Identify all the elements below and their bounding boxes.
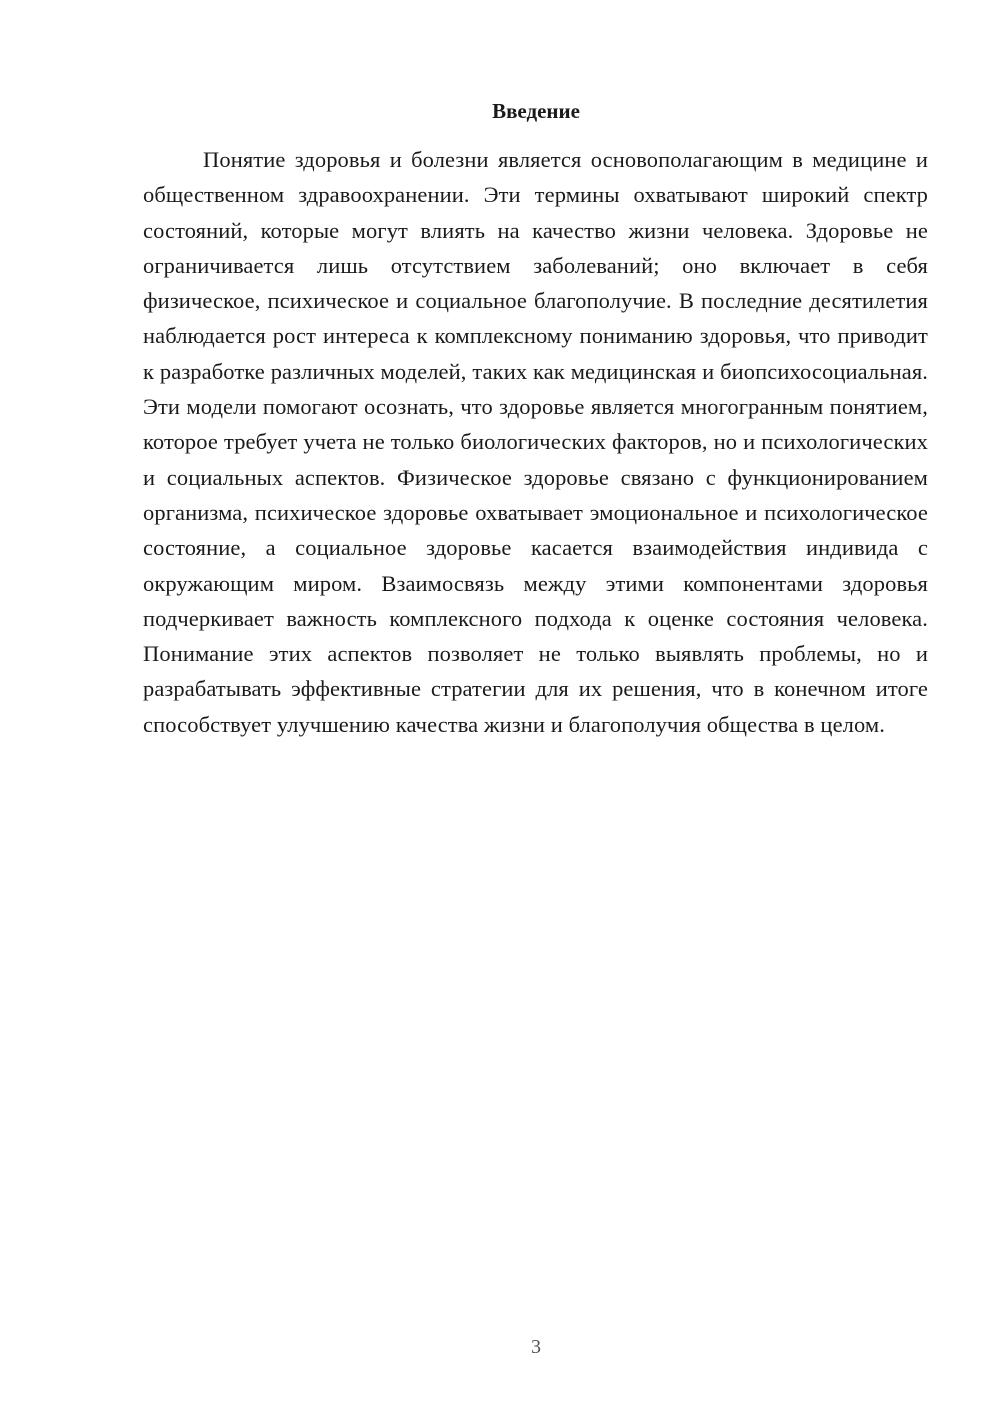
page-number: 3 [531, 1336, 541, 1358]
section-heading: Введение [492, 99, 580, 123]
body-paragraph: Понятие здоровья и болезни является основополагающим в медицине и общественном здравоохранении. Эти термины охватывают широкий спектр состояний, которые могут влиять на качество жизни человека. Здоровье не ограничивается лишь отсутствием заболеваний; оно включает в себя физическое, психическое и социальное благополучие. В последние десятилетия наблюдается рост интереса к комплексному пониманию здоровья, что приводит к разработке различных моделей, таких как медицинская и биопсихосоциальная. Эти модели помогают осознать, что здоровье является многогранным понятием, которое требует учета не только биологических факторов, но и психологических и социальных аспектов. Физическое здоровье связано с функционированием организма, психическое здоровье охватывает эмоциональное и психологическое состояние, а социальное здоровье касается взаимодействия индивида с окружающим миром. Взаимосвязь между этими компонентами здоровья подчеркивает важность комплексного подхода к оценке состояния человека. Понимание этих аспектов позволяет не только выявлять проблемы, но и разрабатывать эффективные стратегии для их решения, что в конечном итоге способствует улучшению качества жизни и благополучия общества в целом. [143, 147, 928, 737]
